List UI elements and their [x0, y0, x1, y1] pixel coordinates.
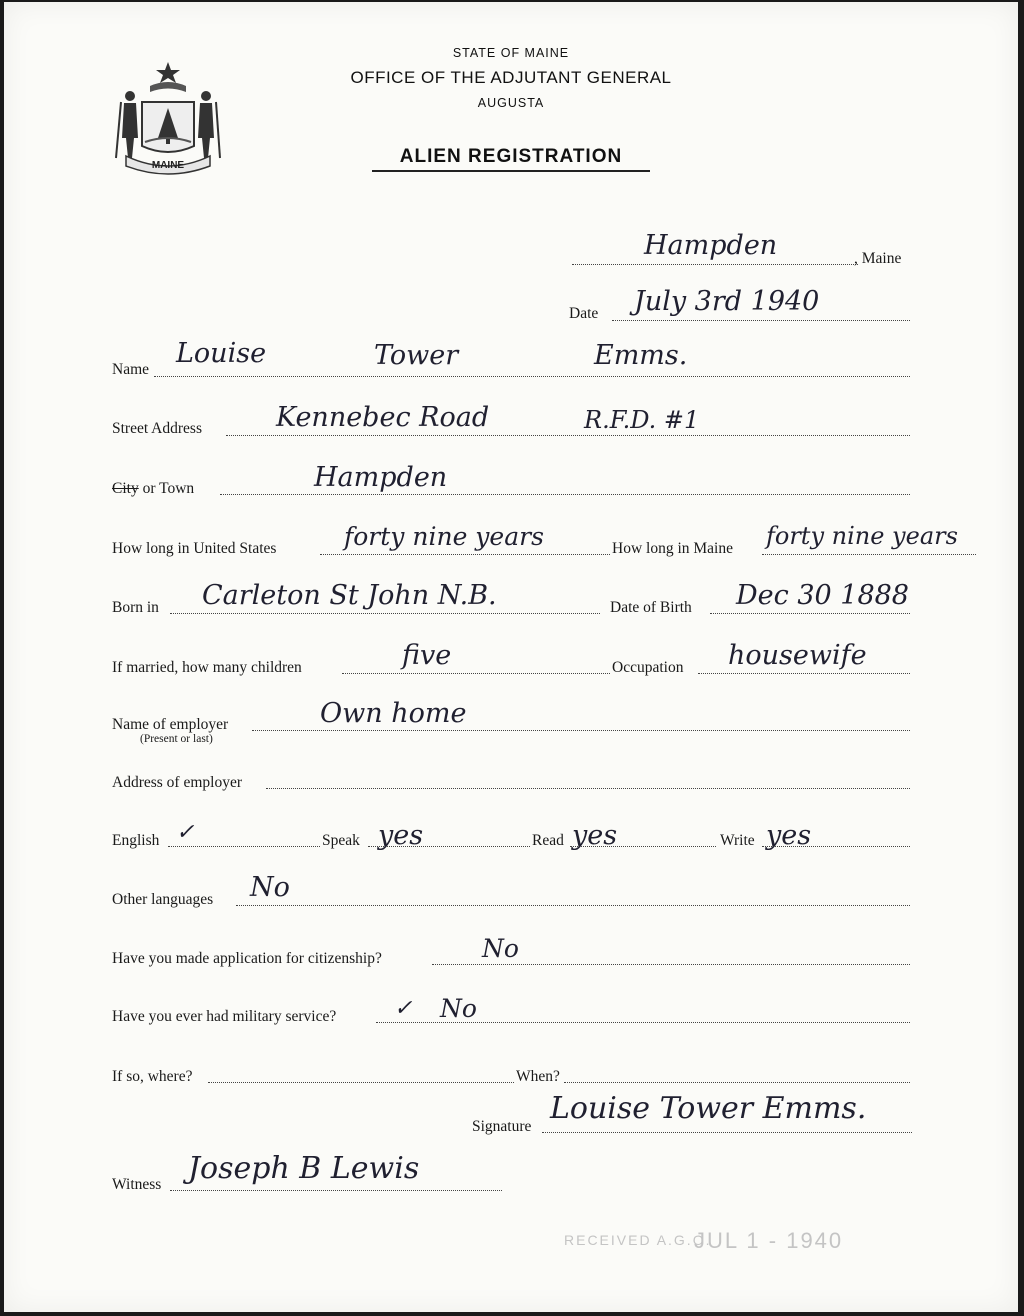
witness-entry: Joseph B Lewis: [188, 1151, 420, 1186]
town-label: or Town: [142, 480, 195, 497]
children-line: [342, 673, 610, 674]
office-heading: OFFICE OF THE ADJUTANT GENERAL: [350, 68, 672, 87]
signature-line: [542, 1132, 912, 1133]
english-entry: ✓: [176, 820, 195, 845]
last-name-entry: Emms.: [594, 340, 688, 371]
city-heading: AUGUSTA: [477, 96, 545, 110]
employer-sub-label: (Present or last): [140, 733, 213, 745]
name-line: [154, 376, 910, 377]
received-stamp: RECEIVED A.G.O.: [564, 1232, 712, 1248]
seal-text: MAINE: [151, 160, 185, 171]
witness-label: Witness: [112, 1176, 162, 1193]
citizenship-line: [432, 964, 910, 965]
town-label-group: [112, 480, 194, 498]
street-entry: Kennebec Road: [276, 402, 490, 433]
born-in-entry: Carleton St John N.B.: [202, 580, 497, 611]
maine-duration-entry: forty nine years: [766, 522, 958, 550]
place-suffix-label: , Maine: [854, 250, 902, 267]
when-label: When?: [516, 1068, 560, 1085]
dob-label: Date of Birth: [610, 599, 692, 616]
registration-form-page: [4, 2, 1018, 1312]
form-title: ALIEN REGISTRATION: [399, 146, 623, 167]
employer-label: Name of employer: [112, 716, 229, 733]
middle-name-entry: Tower: [374, 340, 459, 371]
rfd-entry: R.F.D. #1: [584, 406, 700, 434]
born-in-line: [170, 613, 600, 614]
name-label: Name: [112, 361, 150, 378]
occupation-label: Occupation: [612, 659, 684, 676]
signature-label: Signature: [472, 1118, 532, 1135]
where-label: If so, where?: [112, 1068, 193, 1085]
maine-duration-label: How long in Maine: [612, 540, 733, 557]
speak-label: Speak: [322, 832, 360, 849]
english-line: [168, 846, 320, 847]
children-label: If married, how many children: [112, 659, 302, 676]
place-line: [572, 264, 858, 265]
write-label: Write: [720, 832, 755, 849]
received-stamp-date: JUL 1 - 1940: [694, 1228, 844, 1253]
place-entry: Hampden: [644, 230, 778, 261]
us-duration-entry: forty nine years: [344, 522, 544, 551]
write-entry: yes: [766, 820, 812, 851]
citizenship-label: Have you made application for citizenship?: [112, 950, 382, 967]
signature-entry: Louise Tower Emms.: [550, 1091, 867, 1126]
us-duration-line: [320, 554, 610, 555]
date-label: Date: [569, 305, 599, 322]
first-name-entry: Louise: [176, 338, 267, 369]
employer-entry: Own home: [320, 698, 467, 729]
street-line: [226, 435, 910, 436]
military-mark-entry: ✓: [394, 996, 413, 1021]
us-duration-label: How long in United States: [112, 540, 277, 557]
children-entry: five: [402, 640, 452, 671]
born-in-label: Born in: [112, 599, 159, 616]
when-line: [564, 1082, 910, 1083]
other-languages-line: [236, 905, 910, 906]
dob-entry: Dec 30 1888: [736, 580, 909, 611]
town-entry: Hampden: [314, 462, 448, 493]
other-languages-entry: No: [250, 872, 290, 903]
date-line: [612, 320, 910, 321]
military-entry: No: [440, 994, 477, 1023]
witness-line: [170, 1190, 502, 1191]
citizenship-entry: No: [482, 934, 519, 963]
employer-address-line: [266, 788, 910, 789]
occupation-line: [698, 673, 910, 674]
title-underline: [372, 170, 650, 172]
employer-address-label: Address of employer: [112, 774, 242, 791]
employer-line: [252, 730, 910, 731]
date-entry: July 3rd 1940: [634, 286, 820, 317]
speak-entry: yes: [378, 820, 424, 851]
occupation-entry: housewife: [728, 640, 867, 671]
english-label: English: [112, 832, 160, 849]
dob-line: [710, 613, 910, 614]
state-heading: STATE OF MAINE: [452, 46, 570, 60]
where-line: [208, 1082, 514, 1083]
other-languages-label: Other languages: [112, 891, 214, 908]
maine-duration-line: [762, 554, 976, 555]
town-line: [220, 494, 910, 495]
street-label: Street Address: [112, 420, 202, 437]
read-label: Read: [532, 832, 564, 849]
city-label-struck: City: [112, 480, 139, 497]
military-label: Have you ever had military service?: [112, 1008, 337, 1025]
read-entry: yes: [572, 820, 618, 851]
